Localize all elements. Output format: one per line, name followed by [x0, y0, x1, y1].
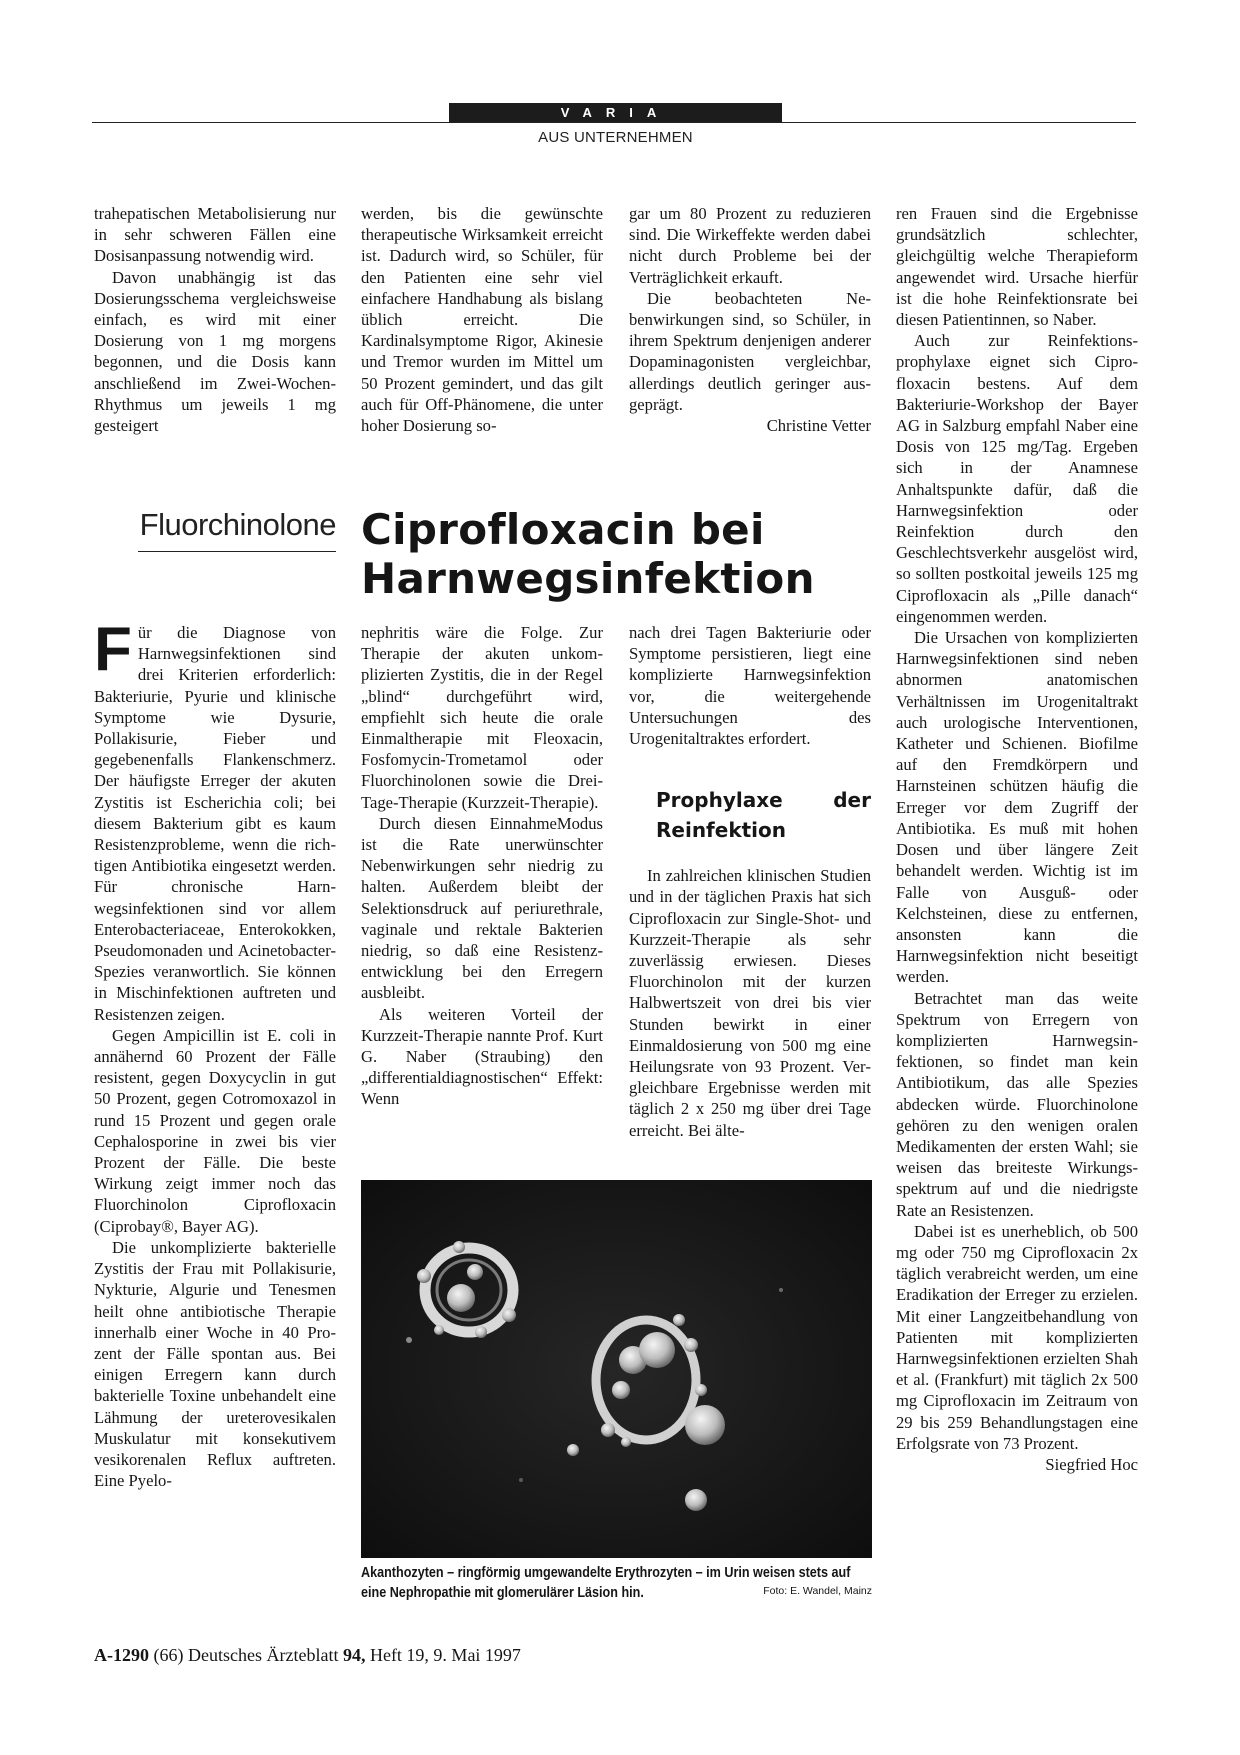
paragraph: Davon unabhängig ist das Dosierungsschema vergleichsweise einfach, es wird mit einer Dosierung von 1 mg morgens begonnen, und die Dosis kann anschließend im Zwei-Wochen-Rhythmus um jeweils 1 mg gesteigert — [94, 267, 336, 436]
topic-label: Fluorchinolone — [139, 507, 336, 542]
paragraph: Betrachtet man das weite Spektrum von Erregern von komplizierten Harnwegsinfektionen, so findet man kein Antibiotikum, das alle Spezies abdecken würde. Fluorchinolone gehören zu den wenigen oralen Medikamenten der ersten Wahl; sie weisen das breiteste Wirkungsspektrum auf und die niedrigste Rate an Resistenzen. — [896, 988, 1138, 1220]
page-number-paren: (66) — [153, 1645, 184, 1665]
article-headline — [361, 505, 881, 603]
paragraph: Durch diesen EinnahmeModus ist die Rate unerwünschter Nebenwirkungen sehr niedrig zu halten. Außerdem bleibt der Selektionsdruck auf periurethrale, vaginale und rektale Bakterien niedrig, so daß eine Resistenzentwicklung bei den Erregern ausbleibt. — [361, 813, 603, 1003]
paragraph: In zahlreichen klinischen Studien und in der täglichen Praxis hat sich Ciprofloxacin zur Single-Shot- und Kurzzeit-Therapie als sehr zuverlässig erwiesen. Dieses Fluorchinolon mit der kurzen Halbwertszeit von drei bis vier Stunden bewirkt in einer Einmaldosierung von 500 mg eine Heilungsrate von 93 Prozent. Vergleichbare Ergebnisse werden mit täglich 2 x 250 mg über drei Tage erreicht. Bei älte- — [629, 866, 871, 1140]
paragraph: ren Frauen sind die Ergebnisse grundsätzlich schlechter, gleichgültig welche Therapieform angewendet wird. Ursache hierfür ist die hohe Reinfektionsrate bei diesen Patientinnen, so Naber. — [896, 204, 1138, 330]
article-col-2 — [361, 622, 603, 1110]
paragraph: Gegen Ampicillin ist E. coli in annähernd 60 Prozent der Fälle resistent, gegen Doxycyclin in gut 50 Prozent, gegen Cotromoxazol in rund 15 Prozent und gegen orale Cephalosporine in zwei bis vier Prozent der Fälle. Die beste Wirkung zeigt immer noch das Fluorchinolon Ciprofloxacin (Ciprobay®, Bayer AG). — [94, 1025, 336, 1236]
article-col-4 — [896, 203, 1138, 1475]
paragraph: Als weiteren Vorteil der Kurzzeit-Therapie nannte Prof. Kurt G. Naber (Straubing) den „differentialdiagnostischen“ Effekt: Wenn — [361, 1004, 603, 1109]
subheading: Prophylaxe der Reinfektion — [656, 788, 871, 843]
section-label: VARIA — [449, 103, 782, 123]
paragraph: Die unkomplizierte bakterielle Zystitis der Frau mit Pollakisurie, Nykturie, Algurie und Tenesmen heilt ohne antibiotische Therapie innerhalb einer Woche in 40 Prozent der Fälle spontan aus. Bei einigen Erregern kann durch bakterielle Toxine unbehandelt eine Lähmung der ureterovesikalen Muskulatur mit konsekutivem vesikorenalen Reflux auftreten. Eine Pyelo- — [94, 1237, 336, 1491]
journal-issue: Heft 19, 9. Mai 1997 — [369, 1645, 521, 1665]
paragraph: Auch zur Reinfektionsprophylaxe eignet sich Ciprofloxacin bestens. Auf dem Bakteriurie-Workshop der Bayer AG in Salzburg empfahl Naber eine Dosis von 125 mg/Tag. Ergeben sich in der Anamnese Anhaltspunkte dafür, daß die Harnwegsinfektion oder Reinfektion durch den Geschlechtsverkehr ausgelöst wird, so sollten postkoital jeweils 125 mg Ciprofloxacin als „Pille danach“ eingenommen werden. — [896, 331, 1138, 626]
topic-rule — [138, 551, 336, 552]
figure-caption: Akanthozyten – ringförmig umgewandelte Erythrozyten – im Urin weisen stets auf eine Nephropathie mit glomerulärer Läsion hin. — [361, 1564, 851, 1601]
drop-cap: F — [94, 615, 132, 684]
paragraph: nephritis wäre die Folge. Zur Therapie der akuten unkomplizierten Zystitis, die in der Regel „blind“ durchgeführt wird, empfiehlt sich heute die orale Einmaltherapie mit Fleoxacin, Fosfomycin-Trometamol oder Fluorchinolonen sowie die Drei-Tage-Therapie (Kurzzeit-Therapie). — [361, 623, 603, 812]
journal-name: Deutsches Ärzteblatt — [188, 1645, 339, 1665]
page-footer — [94, 1645, 521, 1666]
paragraph: trahepatischen Metabolisierung nur in sehr schweren Fällen eine Dosisanpassung notwendig wird. — [94, 204, 336, 266]
subsection-label: AUS UNTERNEHMEN — [538, 129, 693, 146]
paragraph: werden, bis die gewünschte therapeutische Wirksamkeit erreicht ist. Dadurch wird, so Schüler, für den Patienten eine sehr viel einfachere Handhabung als bislang üblich erreicht. Die Kardinalsymptome Rigor, Akinesie und Tremor wurden im Mittel um 50 Prozent gemindert, und das gilt auch für Off-Phänomene, die unter hoher Dosierung so- — [361, 204, 603, 436]
headline-line-1: Ciprofloxacin bei — [361, 505, 765, 554]
headline-line-2: Harnwegsinfektion — [361, 554, 815, 603]
article-col-1 — [94, 615, 336, 1491]
paragraph: Dabei ist es unerheblich, ob 500 mg oder 750 mg Ciprofloxacin 2x täglich verabreicht werden, um eine Eradikation der Erreger zu erzielen. Mit einer Langzeitbehandlung von Patienten mit komplizierten Harnwegsinfektionen erzielten Shah et al. (Frankfurt) mit täglich 2x 500 mg Ciprofloxacin im Zeitraum von 29 bis 259 Behandlungstagen eine Erfolgsrate von 73 Prozent. — [896, 1221, 1138, 1453]
paragraph-text: ür die Diagnose von Harnwegsinfektionen sind drei Kriterien erforderlich: Bakteriurie, Pyurie und klinische Symptome wie Dysurie, Pollakisurie, Fieber und gegebenenfalls Flankenschmerz. Der häufigste Erreger der akuten Zystitis ist Escherichia coli; bei diesem Bakterium gibt es kaum Resistenzprobleme, wenn die richtigen Antibiotika eingesetzt werden. Für chronische Harnwegsinfektionen sind vor allem Enterobacteriaceae, Enterokokken, Pseudomonaden und Acinetobacter-Spezies veranwortlich. Sie können in Mischinfektionen auftreten und Resistenzen zeigen. — [94, 623, 336, 1024]
micrograph-photo — [361, 1180, 872, 1558]
prev-article-col-3 — [629, 203, 871, 436]
prev-article-author: Christine Vetter — [766, 416, 871, 436]
acanthocyte-image — [361, 1180, 872, 1558]
header-rule — [92, 122, 1136, 123]
paragraph: gar um 80 Prozent zu reduzieren sind. Die Wirkeffekte werden dabei nicht durch Probleme bei der Verträglichkeit erkauft. — [629, 204, 871, 287]
prev-article-col-1 — [94, 203, 336, 436]
paragraph: nach drei Tagen Bakteriurie oder Symptome persistieren, liegt eine komplizierte Harnwegsinfektion vor, die weitergehende Untersuchungen des Urogenitaltraktes erfordert. — [629, 623, 871, 749]
prev-article-col-2 — [361, 203, 603, 436]
article-col-3 — [629, 622, 871, 1141]
paragraph: Die Ursachen von komplizierten Harnwegsinfektionen sind neben abnormen anatomischen Verhältnissen im Urogenitaltrakt auch urologische Interventionen, Katheter und Schienen. Biofilme auf den Fremdkörpern und Harnsteinen schützen häufig die Erreger vor dem Zugriff der Antibiotika. Es muß mit hohen Dosen und über längere Zeit behandelt werden. Wichtig ist im Falle von Ausguß- oder Kelchsteinen, diese zu entfernen, ansonsten kann die Harnwegsinfektion nicht beseitigt werden. — [896, 628, 1138, 987]
paragraph: Die beobachteten Nebenwirkungen sind, so Schüler, in ihrem Spektrum denjenigen anderer Dopaminagonisten vergleichbar, allerdings deutlich geringer ausgeprägt. — [629, 288, 871, 414]
page-number: A-1290 — [94, 1645, 149, 1665]
journal-volume: 94, — [342, 1645, 366, 1665]
paragraph — [94, 615, 336, 1025]
photo-credit: Foto: E. Wandel, Mainz — [763, 1585, 872, 1597]
article-author: Siegfried Hoc — [1045, 1454, 1138, 1474]
